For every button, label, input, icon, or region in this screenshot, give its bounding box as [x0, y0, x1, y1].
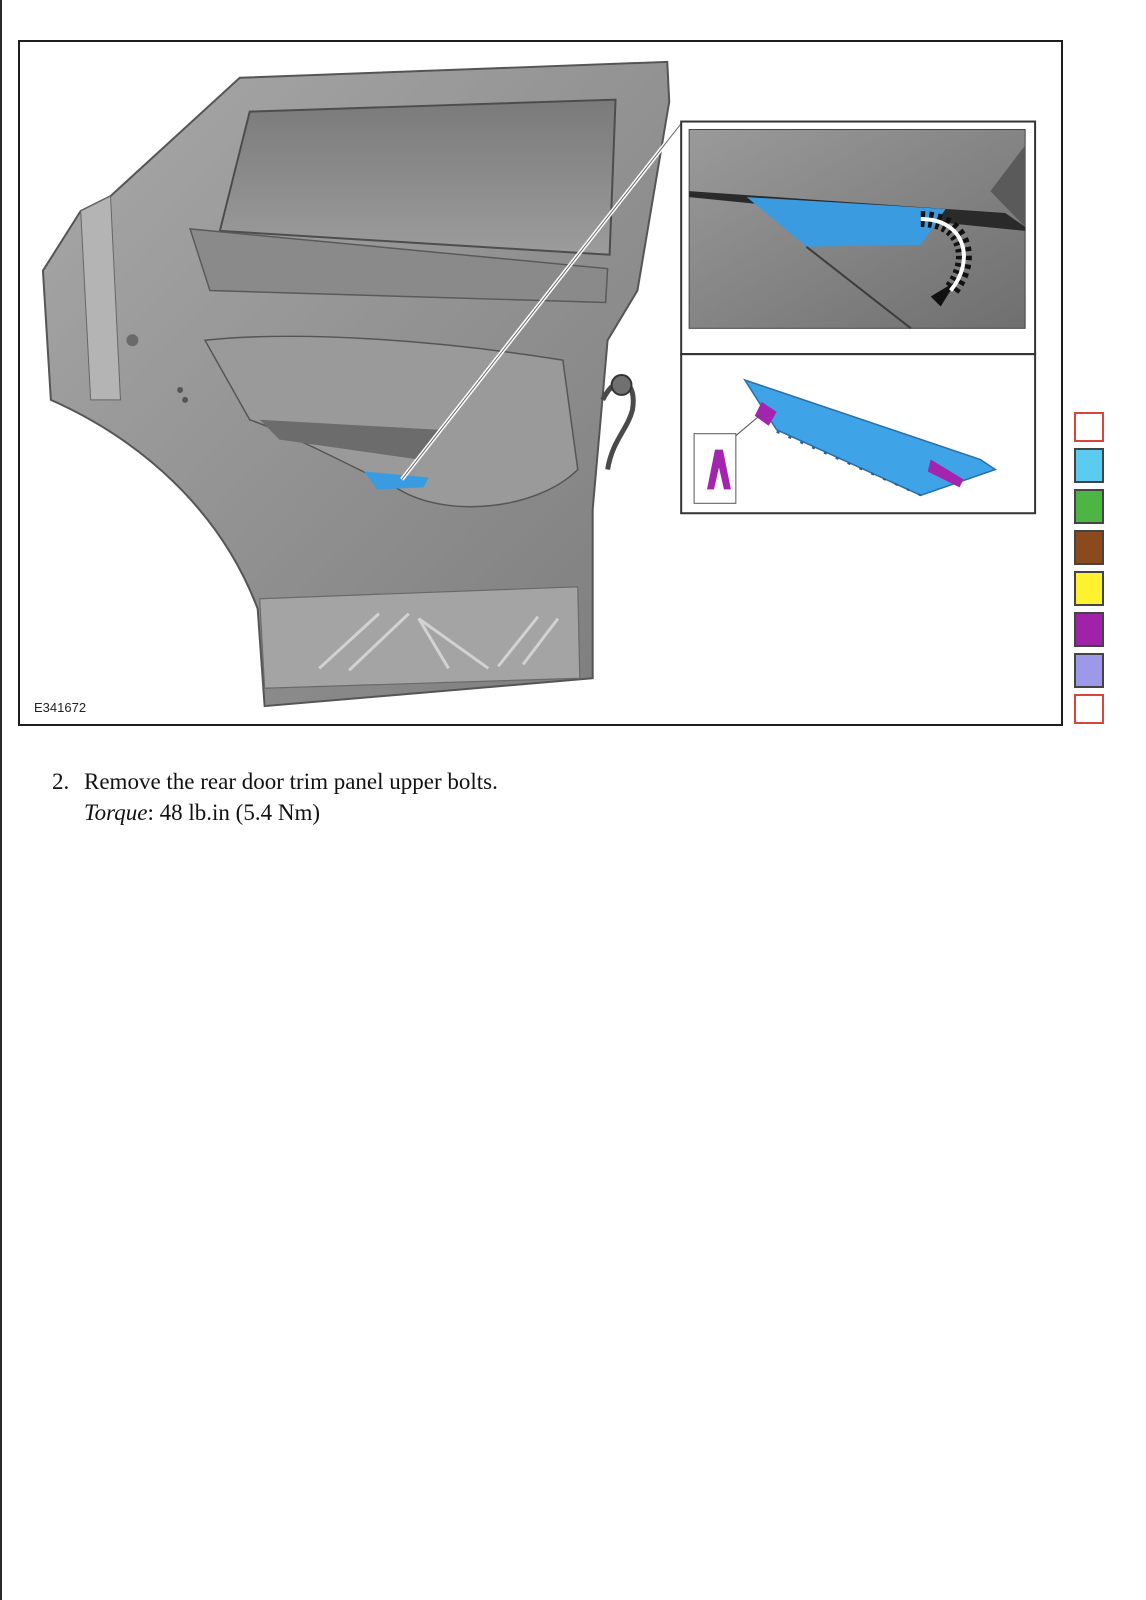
procedure-step: [52, 766, 498, 828]
legend-swatch-blue: [1074, 448, 1104, 483]
page-left-edge: [0, 0, 2, 1600]
legend-swatch-green: [1074, 489, 1104, 524]
rear-door: [43, 62, 669, 706]
legend-swatch-lavender: [1074, 653, 1104, 688]
detail-inset-lower: [681, 354, 1035, 513]
legend-swatch-empty: [1074, 694, 1104, 724]
detail-inset-upper: [681, 122, 1035, 355]
step-number: 2.: [52, 769, 70, 794]
door-trim-illustration: [20, 42, 1061, 724]
figure-id-label: E341672: [34, 700, 87, 715]
step-instruction: Remove the rear door trim panel upper bolts.: [84, 769, 498, 794]
step-line-1: [52, 766, 498, 797]
illustration-frame: [18, 40, 1063, 726]
legend-swatch-yellow: [1074, 571, 1104, 606]
legend-swatch-empty: [1074, 412, 1104, 442]
legend-swatch-brown: [1074, 530, 1104, 565]
torque-label: Torque: [84, 800, 148, 825]
torque-value: : 48 lb.in (5.4 Nm): [147, 800, 320, 825]
legend-swatch-purple: [1074, 612, 1104, 647]
torque-spec: [52, 797, 498, 828]
color-legend: [1072, 412, 1108, 730]
